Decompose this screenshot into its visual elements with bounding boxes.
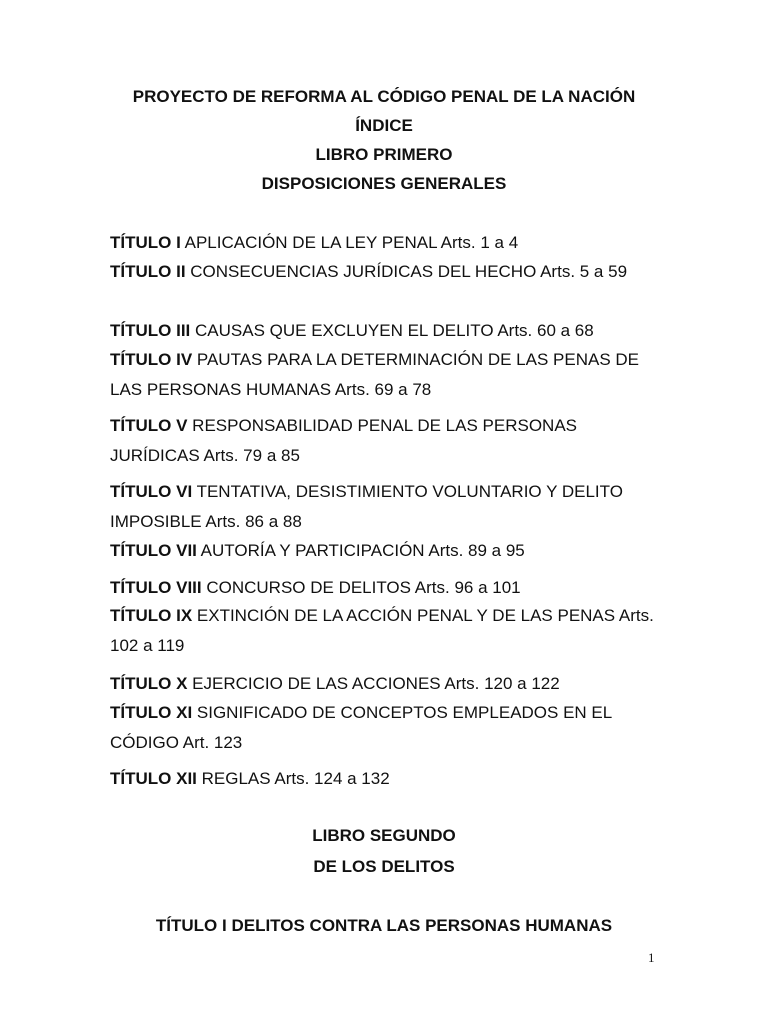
entry-text: PAUTAS PARA LA DETERMINACIÓN DE LAS PENAS DE LAS PERSONAS HUMANAS Arts. 69 a 78 [110,350,640,399]
entry-text: TENTATIVA, DESISTIMIENTO VOLUNTARIO Y DELITO IMPOSIBLE Arts. 86 a 88 [110,482,623,531]
entry-text: CONCURSO DE DELITOS Arts. 96 a 101 [201,578,521,597]
entry-text: CONSECUENCIAS JURÍDICAS DEL HECHO Arts. 5 a 59 [185,262,628,281]
entry-number: TÍTULO X [110,674,188,693]
index-entry-titulo-6 [110,477,670,536]
book-two-subtitle: DE LOS DELITOS [313,857,455,876]
page-number: 1 [648,950,655,965]
entry-text: CAUSAS QUE EXCLUYEN EL DELITO Arts. 60 a 68 [190,321,594,340]
entry-number: TÍTULO III [110,321,191,340]
entry-number: TÍTULO VII [110,541,197,560]
entry-text: SIGNIFICADO DE CONCEPTOS EMPLEADOS EN EL CÓDIGO Art. 123 [110,703,612,752]
entry-text: RESPONSABILIDAD PENAL DE LAS PERSONAS JURÍDICAS Arts. 79 a 85 [110,416,578,465]
document-title: PROYECTO DE REFORMA AL CÓDIGO PENAL DE LA NACIÓN [132,87,636,106]
entry-number: TÍTULO II [110,262,186,281]
entry-number: TÍTULO XII [110,769,197,788]
index-entry-titulo-12 [110,764,670,794]
index-entry-titulo-7 [110,536,670,566]
index-entry-titulo-2 [110,257,670,287]
index-entry-titulo-3 [110,316,670,346]
index-heading: ÍNDICE [355,116,413,135]
entry-number: TÍTULO IV [110,350,193,369]
book-one-subtitle: DISPOSICIONES GENERALES [261,174,507,193]
index-entry-titulo-11 [110,698,670,757]
index-entry-titulo-1 [110,228,670,258]
index-entry-titulo-10 [110,669,670,699]
index-entry-titulo-8 [110,573,670,603]
index-entry-titulo-4 [110,345,670,404]
entry-number: TÍTULO I [110,233,181,252]
entry-number: TÍTULO VIII [110,578,202,597]
entry-number: TÍTULO IX [110,606,193,625]
entry-text: REGLAS Arts. 124 a 132 [196,769,390,788]
entry-text: AUTORÍA Y PARTICIPACIÓN Arts. 89 a 95 [196,541,525,560]
index-entry-titulo-9 [110,601,670,660]
book-two-heading: LIBRO SEGUNDO [312,826,456,845]
book-two-first-title: TÍTULO I DELITOS CONTRA LAS PERSONAS HUMANAS [155,916,613,935]
book-one-heading: LIBRO PRIMERO [315,145,453,164]
entry-number: TÍTULO V [110,416,188,435]
entry-number: TÍTULO VI [110,482,193,501]
index-entry-titulo-5 [110,411,670,470]
entry-text: EXTINCIÓN DE LA ACCIÓN PENAL Y DE LAS PENAS Arts. 102 a 119 [110,606,654,655]
entry-number: TÍTULO XI [110,703,193,722]
entry-text: APLICACIÓN DE LA LEY PENAL Arts. 1 a 4 [180,233,519,252]
entry-text: EJERCICIO DE LAS ACCIONES Arts. 120 a 122 [187,674,560,693]
